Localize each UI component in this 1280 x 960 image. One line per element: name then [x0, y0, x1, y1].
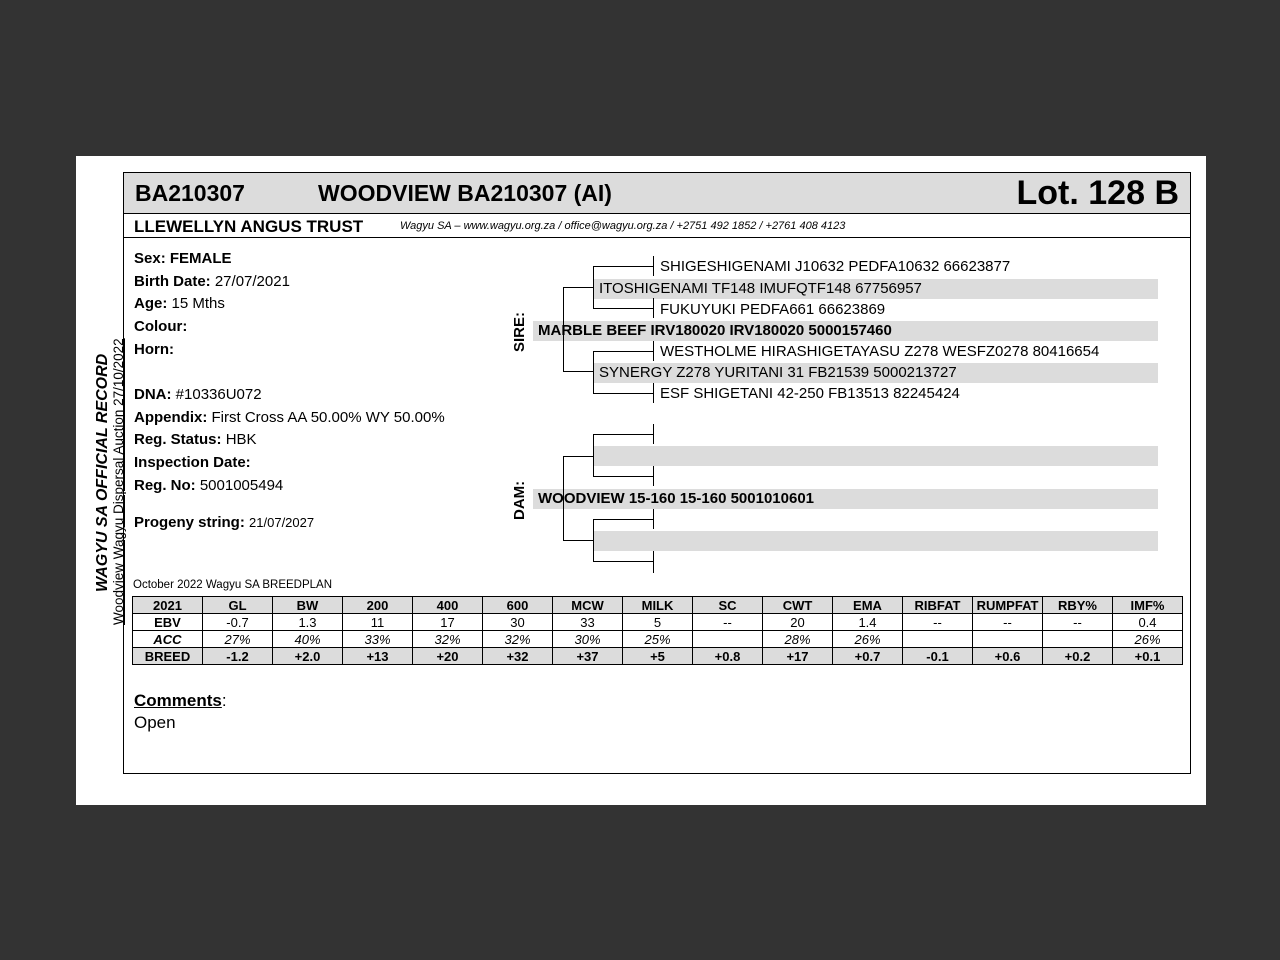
breedplan-cell: 17: [413, 614, 483, 631]
dam-label: DAM:: [511, 480, 528, 520]
dam-bracket-top: [563, 456, 594, 457]
official-record-side-title: WAGYU SA OFFICIAL RECORD: [94, 353, 111, 592]
breedplan-cell: -0.1: [903, 648, 973, 665]
breedplan-cell: SC: [693, 597, 763, 614]
breedplan-cell: 400: [413, 597, 483, 614]
title-bar: [124, 173, 1190, 214]
dam-sire-bracket: [593, 434, 594, 476]
sire-dam-dam-name: ESF SHIGETANI 42-250 FB13513 82245424: [660, 385, 960, 402]
dssire-tick: [653, 424, 654, 444]
breedplan-cell: 32%: [413, 631, 483, 648]
breedplan-cell: -0.7: [203, 614, 273, 631]
breedplan-cell: 200: [343, 597, 413, 614]
breedplan-cell: [1043, 631, 1113, 648]
sire-sire-sire-name: SHIGESHIGENAMI J10632 PEDFA10632 66623877: [660, 258, 1011, 275]
breedplan-cell: 30%: [553, 631, 623, 648]
breedplan-cell: IMF%: [1113, 597, 1183, 614]
owner-name: LLEWELLYN ANGUS TRUST: [134, 217, 364, 236]
breedplan-cell: 0.4: [1113, 614, 1183, 631]
age-value: 15 Mths: [171, 295, 225, 312]
breedplan-header-row: [133, 597, 1183, 614]
reg-status-row: Reg. Status: HBK: [134, 431, 257, 448]
breedplan-cell: +20: [413, 648, 483, 665]
sire-sire-bracket-top: [593, 266, 654, 267]
breedplan-cell: +0.2: [1043, 648, 1113, 665]
dsdam-tick: [653, 466, 654, 486]
dam-dam-bracket-top: [593, 519, 654, 520]
breedplan-cell: +32: [483, 648, 553, 665]
breedplan-cell: 1.4: [833, 614, 903, 631]
breedplan-cell: +17: [763, 648, 833, 665]
breedplan-cell: 33%: [343, 631, 413, 648]
sire-dam-bracket-bottom: [593, 393, 654, 394]
dam-sire-bracket-top: [593, 434, 654, 435]
breedplan-cell: 32%: [483, 631, 553, 648]
breedplan-cell: --: [903, 614, 973, 631]
breedplan-acc-row: [133, 631, 1183, 648]
breedplan-cell: [903, 631, 973, 648]
breedplan-cell: 2021: [133, 597, 203, 614]
breedplan-cell: RUMPFAT: [973, 597, 1043, 614]
birth-date-value: 27/07/2021: [214, 273, 290, 290]
breedplan-cell: BREED: [133, 648, 203, 665]
breedplan-cell: MILK: [623, 597, 693, 614]
auction-side-subtitle: Woodview Wagyu Dispersal Auction 27/10/2022: [111, 338, 126, 625]
breedplan-cell: +0.1: [1113, 648, 1183, 665]
breedplan-breed-row: [133, 648, 1183, 665]
breedplan-cell: --: [693, 614, 763, 631]
dam-name: WOODVIEW 15-160 15-160 5001010601: [538, 490, 814, 507]
sire-sire-bracket-bottom: [593, 308, 654, 309]
sire-dam-name: SYNERGY Z278 YURITANI 31 FB21539 5000213727: [599, 364, 957, 381]
breedplan-cell: ACC: [133, 631, 203, 648]
breedplan-cell: +0.6: [973, 648, 1043, 665]
breedplan-cell: CWT: [763, 597, 833, 614]
breedplan-cell: 5: [623, 614, 693, 631]
sdam-tick: [653, 298, 654, 318]
ssire-tick: [653, 256, 654, 276]
breedplan-cell: RBY%: [1043, 597, 1113, 614]
birth-date-row: Birth Date: 27/07/2021: [134, 273, 290, 290]
ddam-tick: [653, 383, 654, 403]
breedplan-cell: +37: [553, 648, 623, 665]
dam-dam-band: [593, 531, 1158, 551]
sex-row: Sex: FEMALE: [134, 250, 232, 267]
owner-bar: [124, 214, 1190, 238]
comments-heading: Comments:: [134, 691, 227, 710]
ddsire-tick: [653, 509, 654, 529]
breedplan-cell: -1.2: [203, 648, 273, 665]
colour-row: Colour:: [134, 318, 188, 335]
breedplan-cell: 30: [483, 614, 553, 631]
animal-name: WOODVIEW BA210307 (AI): [318, 180, 612, 206]
dam-sire-bracket-bottom: [593, 476, 654, 477]
breedplan-cell: --: [973, 614, 1043, 631]
reg-no-value: 5001005494: [199, 477, 284, 494]
breedplan-ebv-row: [133, 614, 1183, 631]
breedplan-cell: 33: [553, 614, 623, 631]
breedplan-cell: GL: [203, 597, 273, 614]
breedplan-cell: EBV: [133, 614, 203, 631]
lot-number: Lot. 128 B: [1016, 174, 1179, 212]
progeny-value: 21/07/2027: [249, 515, 315, 530]
breedplan-caption: October 2022 Wagyu SA BREEDPLAN: [133, 579, 333, 591]
breedplan-cell: 25%: [623, 631, 693, 648]
sire-dam-sire-name: WESTHOLME HIRASHIGETAYASU Z278 WESFZ0278 80416654: [660, 343, 1100, 360]
breedplan-cell: +0.8: [693, 648, 763, 665]
horn-row: Horn:: [134, 341, 174, 358]
breedplan-cell: 26%: [1113, 631, 1183, 648]
age-row: Age: 15 Mths: [134, 295, 225, 312]
sex-value: FEMALE: [169, 250, 232, 267]
breedplan-cell: 600: [483, 597, 553, 614]
dna-value: #10336U072: [175, 386, 262, 403]
breedplan-cell: 28%: [763, 631, 833, 648]
certificate-frame: [123, 172, 1191, 774]
sire-sire-bracket: [593, 266, 594, 308]
dam-dam-bracket: [593, 519, 594, 561]
reg-no-row: Reg. No: 5001005494: [134, 477, 284, 494]
dam-bracket-bottom: [563, 540, 594, 541]
inspection-date-row: Inspection Date:: [134, 454, 251, 471]
breedplan-cell: +2.0: [273, 648, 343, 665]
comments-text: Open: [134, 713, 176, 732]
breedplan-cell: RIBFAT: [903, 597, 973, 614]
dam-dam-bracket-bottom: [593, 561, 654, 562]
breedplan-cell: --: [1043, 614, 1113, 631]
sire-dam-bracket-top: [593, 351, 654, 352]
dam-sire-band: [593, 446, 1158, 466]
dsire-tick: [653, 341, 654, 361]
appendix-row: Appendix: First Cross AA 50.00% WY 50.00%: [134, 409, 445, 426]
sire-bracket-top: [563, 287, 594, 288]
reg-status-value: HBK: [225, 431, 257, 448]
breedplan-cell: [973, 631, 1043, 648]
animal-id: BA210307: [135, 180, 245, 206]
breedplan-cell: 40%: [273, 631, 343, 648]
appendix-value: First Cross AA 50.00% WY 50.00%: [211, 409, 445, 426]
breedplan-cell: +0.7: [833, 648, 903, 665]
contact-line: Wagyu SA – www.wagyu.org.za / office@wagyu.org.za / +2751 492 1852 / +2761 408 4123: [400, 220, 846, 232]
breedplan-cell: 1.3: [273, 614, 343, 631]
breedplan-cell: 11: [343, 614, 413, 631]
breedplan-cell: 27%: [203, 631, 273, 648]
breedplan-cell: +13: [343, 648, 413, 665]
breedplan-cell: MCW: [553, 597, 623, 614]
breedplan-cell: 26%: [833, 631, 903, 648]
dna-row: DNA: #10336U072: [134, 386, 262, 403]
breedplan-table: [132, 596, 1183, 665]
sire-bracket-bottom: [563, 371, 594, 372]
breedplan-cell: BW: [273, 597, 343, 614]
sire-label: SIRE:: [511, 311, 528, 352]
breedplan-cell: [693, 631, 763, 648]
dddam-tick: [653, 551, 654, 573]
breedplan-cell: +5: [623, 648, 693, 665]
progeny-row: Progeny string: 21/07/2027: [134, 514, 315, 531]
breedplan-cell: 20: [763, 614, 833, 631]
breedplan-cell: EMA: [833, 597, 903, 614]
sire-sire-dam-name: FUKUYUKI PEDFA661 66623869: [660, 301, 886, 318]
sire-dam-bracket: [593, 351, 594, 393]
sire-sire-name: ITOSHIGENAMI TF148 IMUFQTF148 67756957: [599, 280, 922, 297]
sire-name: MARBLE BEEF IRV180020 IRV180020 5000157460: [538, 322, 892, 339]
